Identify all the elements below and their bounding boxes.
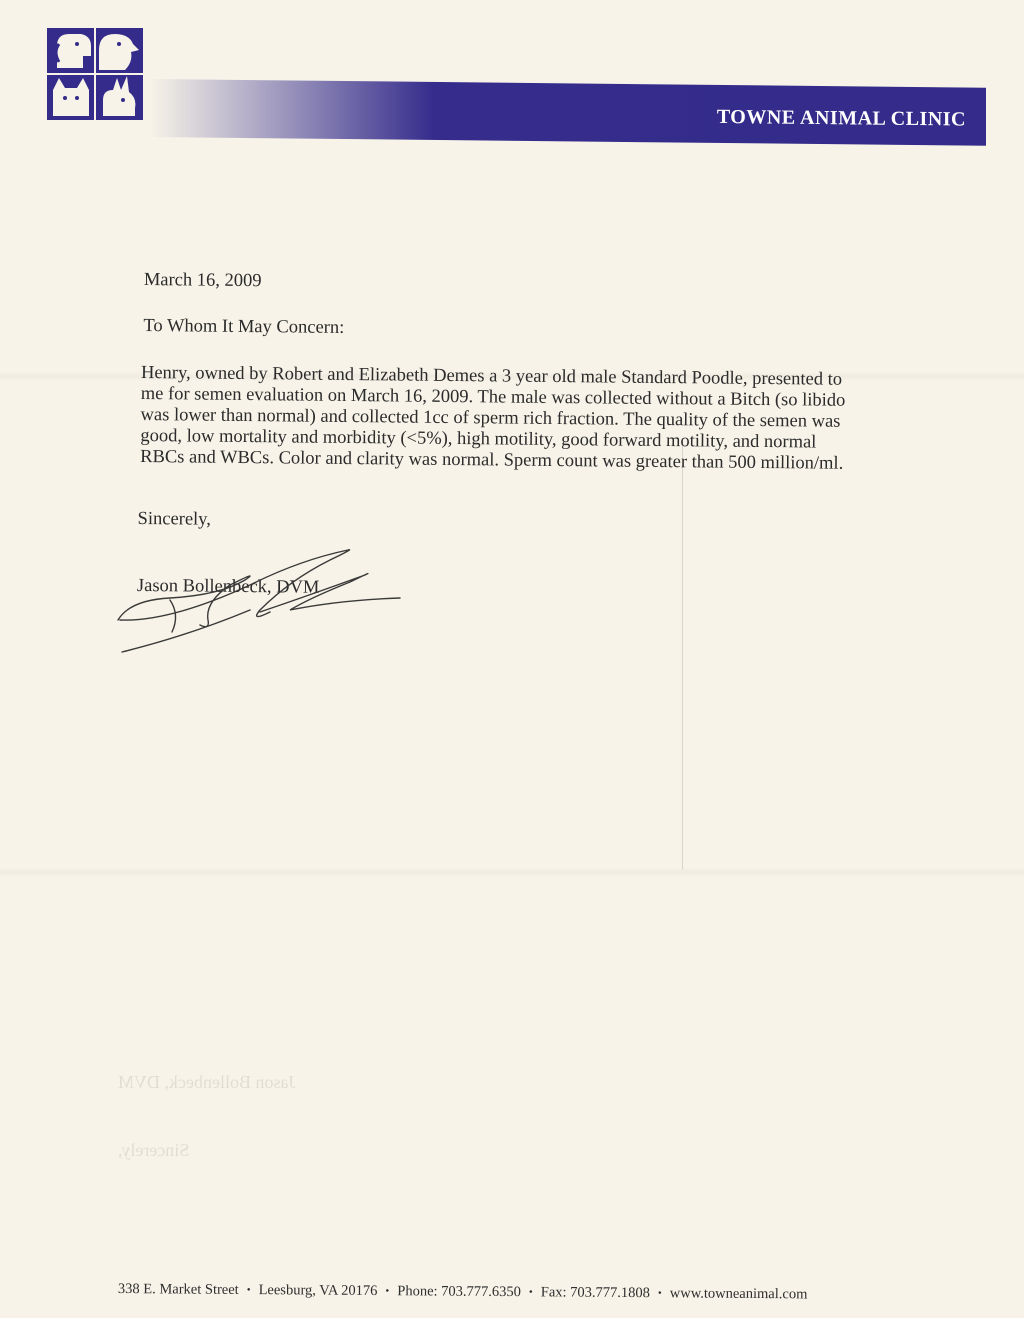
footer-city: Leesburg, VA 20176 [258,1282,378,1300]
footer-website: www.towneanimal.com [669,1285,808,1303]
body-paragraph: Henry, owned by Robert and Elizabeth Demes a 3 year old male Standard Poodle, presented to me for semen evaluation on March 16, 2009. The male was collected without a Bitch (so libido was lower than normal) and collected 1cc of sperm rich fraction. The quality of the semen was good, low mortality and morbidity (<5%), high motility, good forward motility, and normal RBCs and WBCs. Color and clarity was normal. Sperm count was greater than 500 million/ml. [140,363,846,475]
clinic-logo [47,28,143,120]
handwritten-signature [110,540,410,665]
bleed-through-closing: Sincerely, [118,1140,190,1160]
footer-address: 338 E. Market Street [117,1281,239,1298]
footer-separator: • [657,1287,662,1300]
signer-name: Jason Bollenbeck, DVM [136,575,320,598]
footer-separator: • [246,1284,251,1297]
footer-separator: • [385,1285,390,1298]
letterhead-footer [118,1281,898,1304]
footer-fax: Fax: 703.777.1808 [540,1284,651,1302]
footer-phone: Phone: 703.777.6350 [397,1283,522,1301]
closing: Sincerely, [137,508,212,530]
letter-date: March 16, 2009 [143,270,262,292]
salutation: To Whom It May Concern: [143,316,345,339]
bleed-through-signer: Jason Bollenbeck, DVM [118,1072,296,1092]
clinic-name: TOWNE ANIMAL CLINIC [716,105,966,131]
header-band [150,79,986,146]
footer-separator: • [528,1286,533,1299]
dog-icon [49,30,94,73]
